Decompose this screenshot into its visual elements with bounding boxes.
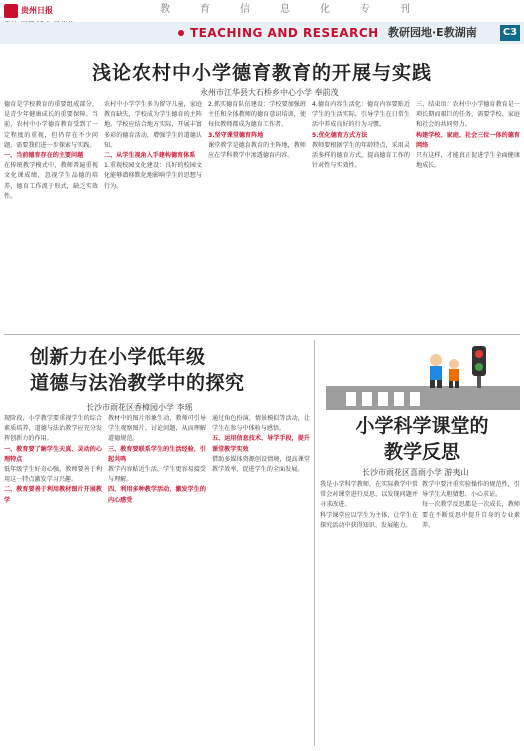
- paragraph: 1.重视校园文化建设：良好的校园文化能够潜移默化地影响学生的思想与行为。: [104, 162, 202, 190]
- paragraph: 低年级学生好奇心强，教师要善于利用这一特点激发学习兴趣。: [4, 466, 102, 484]
- section-char: 信: [240, 4, 250, 15]
- subheading: 二、从学生视角入手建构德育体系: [104, 152, 196, 160]
- paragraph: 在传统教学模式中，教师普遍重视文化课成绩，忽视学生品德的培养，德育工作流于形式，缺乏实效性。: [4, 162, 98, 200]
- paragraph: 科学课堂应以学生为主体，让学生在探究活动中获得知识、发展能力。: [320, 511, 418, 529]
- logo-icon: [4, 4, 18, 18]
- title-line: 教学反思: [383, 441, 460, 463]
- article2-column-1: [4, 414, 102, 746]
- paragraph: 三、结束语：农村中小学德育教育是一项长期而艰巨的任务，需要学校、家庭和社会的共同努力。: [416, 101, 520, 129]
- paragraph: 只有这样，才能真正促进学生全面健康地成长。: [416, 152, 520, 170]
- section-char: 育: [200, 4, 210, 15]
- paragraph: 教材中的图片形象生动，教师可引导学生观察图片、讨论问题，从而理解道德规范。: [108, 415, 206, 443]
- crosswalk-illustration-icon: [326, 340, 520, 410]
- paragraph: 通过角色扮演、情景模拟等活动，让学生在参与中体验与感悟。: [212, 415, 310, 433]
- section-char: 化: [320, 4, 330, 15]
- section-banner: [0, 22, 524, 44]
- paragraph: 教学中要注重实验操作的规范性，引导学生大胆猜想、小心求证。: [422, 481, 520, 499]
- paragraph: 每一次教学反思都是一次成长，教师要在不断反思中提升自身的专业素养。: [422, 501, 520, 529]
- banner-english: TEACHING AND RESEARCH: [190, 26, 379, 40]
- paragraph: 我是小学科学教师，在实际教学中常常会对课堂进行反思，以发现问题并寻求改进。: [320, 481, 418, 509]
- article1-column-2: [104, 100, 202, 328]
- article2-column-2: [108, 414, 206, 746]
- article2-byline: 长沙市雨花区香樟园小学 李瑶: [86, 403, 193, 412]
- masthead: [0, 0, 524, 50]
- title-line: 道德与法治教学中的探究: [30, 372, 245, 394]
- subheading: 一、当前德育存在的主要问题: [4, 152, 84, 160]
- article3-column-2: [422, 480, 520, 746]
- paragraph: 借助多媒体资源创设情境，提高课堂教学效率，促进学生的全面发展。: [212, 455, 310, 474]
- subheading: 三、教育要联系学生的生活经验，引起共鸣: [108, 445, 206, 463]
- section-char: 教: [160, 4, 170, 15]
- article2-column-3: [212, 414, 310, 746]
- bullet-icon: [178, 30, 184, 36]
- paragraph: 2.抓实德育队伍建设：学校要加强班主任和全体教师的德育意识培训，使每位教师都成为德育工作者。: [208, 101, 306, 129]
- horizontal-divider: [4, 334, 520, 335]
- article1-byline: 永州市江华县大石桥乡中心小学 奉前茂: [200, 88, 339, 97]
- article3-title: [322, 413, 522, 465]
- paragraph: 4.德育内容生活化：德育内容要贴近学生的生活实际，引导学生在日常生活中养成良好的行为习惯。: [312, 101, 410, 129]
- article1-column-4: [312, 100, 410, 328]
- paragraph: 教师要根据学生的年龄特点，采用灵活多样的德育方式，提高德育工作的针对性与实效性。: [312, 141, 410, 170]
- subheading: 一、教育要了解学生天真、灵动的心理特点: [4, 445, 102, 463]
- paragraph: 德育是学校教育的重要组成部分，是青少年健康成长的重要保障。当前，农村中小学德育教育受到了一定程度的重视，但仍存在不少问题，需要我们进一步探索与实践。: [4, 101, 98, 149]
- subheading: 构建学校、家庭、社会三位一体的德育网络: [416, 131, 520, 149]
- banner-chinese: 教研园地·E教湖南: [388, 26, 477, 39]
- title-line: 创新力在小学低年级: [30, 346, 206, 368]
- article2-title: [30, 344, 290, 396]
- article1-column-3: [208, 100, 306, 328]
- paragraph: 课堂教学是德育教育的主阵地，教师应在学科教学中渗透德育内容。: [208, 141, 306, 160]
- article3-column-1: [320, 480, 418, 746]
- article1-column-5: [416, 100, 520, 328]
- page-number: C3: [500, 25, 520, 41]
- paragraph: 教学内容贴近生活，学生更容易接受与理解。: [108, 466, 206, 484]
- logo-name: 贵州日报: [21, 6, 53, 15]
- title-line: 小学科学课堂的: [355, 415, 489, 437]
- subheading: 二、教育要善于利用教材图片开展教学: [4, 486, 102, 504]
- subheading: 五、运用信息技术、导学手段，提升课堂教学实效: [212, 435, 310, 453]
- article1-column-1: [4, 100, 98, 328]
- paragraph: 农村中小学学生多为留守儿童，家庭教育缺失，学校成为学生德育的主阵地。学校应结合地方实际，开展丰富多彩的德育活动，增强学生的道德认知。: [104, 101, 202, 149]
- section-char: 刊: [400, 4, 410, 15]
- vertical-divider: [314, 340, 315, 746]
- article1-title: 浅论农村中小学德育教育的开展与实践: [91, 62, 432, 84]
- subheading: 5.优化德育方式方法: [312, 131, 368, 139]
- article3-byline: 长沙市雨花区喜雨小学 游夷山: [362, 468, 469, 477]
- section-char: 专: [360, 4, 370, 15]
- subheading: 四、利用多种教学活动，激发学生的内心感受: [108, 486, 206, 504]
- section-char: 息: [280, 4, 290, 15]
- paragraph: 现阶段，小学教学要重视学生的综合素质培养，道德与法治教学应充分发挥创新力的作用。: [4, 415, 102, 443]
- subheading: 3.坚守课堂德育阵地: [208, 131, 264, 139]
